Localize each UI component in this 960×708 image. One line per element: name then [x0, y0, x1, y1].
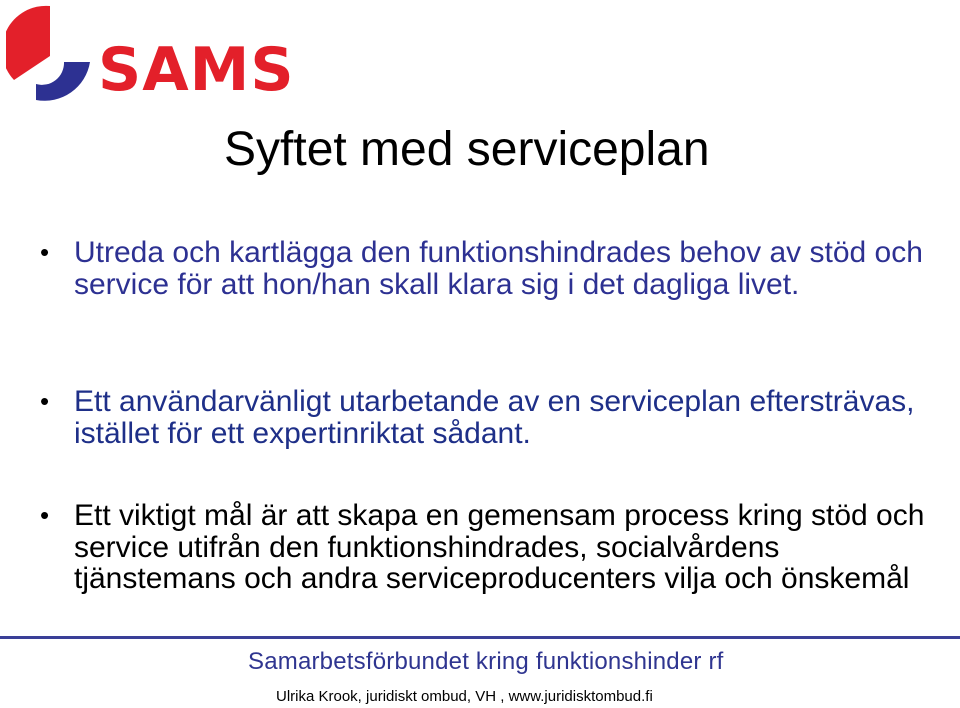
- bullet-icon: •: [40, 500, 50, 530]
- bullet-icon: •: [40, 386, 50, 416]
- sams-logo: [6, 4, 295, 108]
- footer-credit: Ulrika Krook, juridiskt ombud, VH , www.juridisktombud.fi: [276, 688, 653, 705]
- footer-divider: [0, 636, 960, 639]
- bullet-icon: •: [40, 237, 50, 267]
- slide-title: Syftet med serviceplan: [224, 123, 710, 176]
- bullet-text: Utreda och kartlägga den funktionshindrades behov av stöd och service för att hon/han skall klara sig i det dagliga livet.: [74, 236, 923, 301]
- logo-wordmark: SAMS: [98, 35, 295, 105]
- organization-name: Samarbetsförbundet kring funktionshinder rf: [248, 648, 724, 675]
- sams-logo-mark-icon: [6, 4, 96, 108]
- bullet-text: Ett användarvänligt utarbetande av en serviceplan eftersträvas, istället för ett expertinriktat sådant.: [74, 385, 915, 450]
- bullet-text: Ett viktigt mål är att skapa en gemensam process kring stöd och service utifrån den funktionshindrades, socialvårdens tjänstemans och andra serviceproducenters vilja och önskemål: [74, 499, 925, 595]
